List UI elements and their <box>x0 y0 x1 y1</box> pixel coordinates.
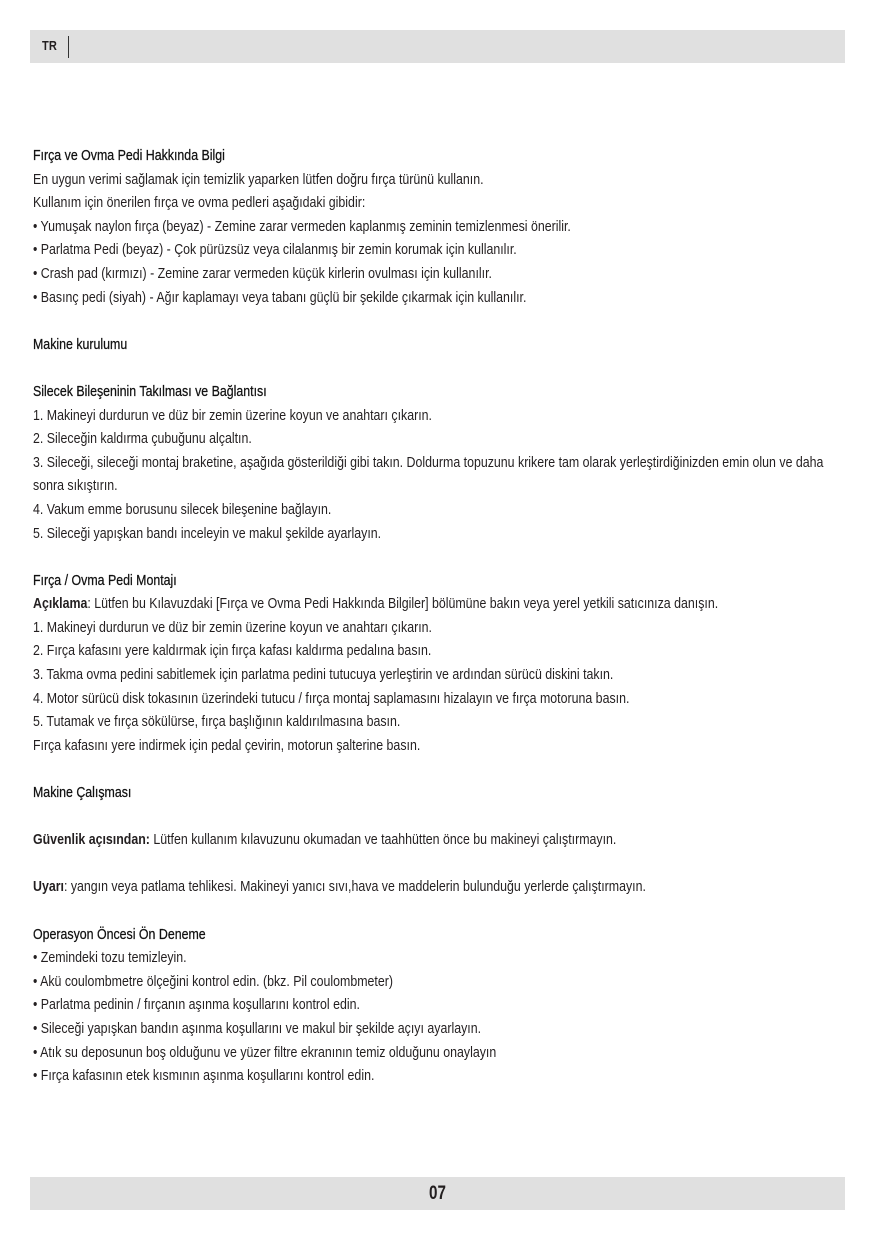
paragraph: Kullanım için önerilen fırça ve ovma pedleri aşağıdaki gibidir: <box>33 195 366 212</box>
step-item: 5. Sileceği yapışkan bandı inceleyin ve makul şekilde ayarlayın. <box>33 525 382 542</box>
section-title-brush-mount: Fırça / Ovma Pedi Montajı <box>33 572 177 589</box>
section-title-operation: Makine Çalışması <box>33 785 132 802</box>
step-item: 4. Motor sürücü disk tokasının üzerindeki tutucu / fırça montaj saplamasını hizalayın ve fırça motoruna basın. <box>33 690 630 707</box>
safety-text: Lütfen kullanım kılavuzunu okumadan ve taahhütten önce bu makineyi çalıştırmayın. <box>149 832 617 849</box>
section-title-squeegee: Silecek Bileşeninin Takılması ve Bağlantısı <box>33 383 267 400</box>
list-item: • Parlatma pedinin / fırçanın aşınma koşullarını kontrol edin. <box>33 997 360 1014</box>
step-item: 1. Makineyi durdurun ve düz bir zemin üzerine koyun ve anahtarı çıkarın. <box>33 619 432 636</box>
paragraph: En uygun verimi sağlamak için temizlik yaparken lütfen doğru fırça türünü kullanın. <box>33 171 484 188</box>
page-number: 07 <box>429 1183 446 1204</box>
list-item: • Zemindeki tozu temizleyin. <box>33 950 187 967</box>
step-item: 3. Takma ovma pedini sabitlemek için parlatma pedini tutucuya yerleştirin ve ardından sürücü diskini takın. <box>33 667 614 684</box>
note-paragraph <box>33 593 833 617</box>
header-bar <box>30 30 845 63</box>
list-item: • Akü coulombmetre ölçeğini kontrol edin. (bkz. Pil coulombmeter) <box>33 973 393 990</box>
step-item: 3. Sileceği, sileceği montaj braketine, aşağıda gösterildiği gibi takın. Doldurma topuzunu krikere tam olarak yerleştirdiğinizden emin olun ve daha sonra sıkıştırın. <box>33 454 824 495</box>
document-body <box>33 145 833 1089</box>
list-item: • Parlatma Pedi (beyaz) - Çok pürüzsüz veya cilalanmış bir zemin korumak için kullanılır. <box>33 242 517 259</box>
note-text: : Lütfen bu Kılavuzdaki [Fırça ve Ovma Pedi Hakkında Bilgiler] bölümüne bakın veya yerel yetkili satıcınıza danışın. <box>87 596 719 613</box>
step-item: 1. Makineyi durdurun ve düz bir zemin üzerine koyun ve anahtarı çıkarın. <box>33 407 432 424</box>
list-item: • Yumuşak naylon fırça (beyaz) - Zemine zarar vermeden kaplanmış zeminin temizlenmesi önerilir. <box>33 218 571 235</box>
language-label: TR <box>42 38 58 53</box>
safety-paragraph <box>33 829 721 853</box>
list-item: • Fırça kafasının etek kısmının aşınma koşullarını kontrol edin. <box>33 1068 375 1085</box>
step-item: 2. Sileceğin kaldırma çubuğunu alçaltın. <box>33 431 252 448</box>
step-item: 4. Vakum emme borusunu silecek bileşenine bağlayın. <box>33 501 332 518</box>
list-item: • Crash pad (kırmızı) - Zemine zarar vermeden küçük kirlerin ovulması için kullanılır. <box>33 265 492 282</box>
footer-bar <box>30 1177 845 1210</box>
note-label: Açıklama <box>33 596 88 613</box>
step-item: 2. Fırça kafasını yere kaldırmak için fırça kafası kaldırma pedalına basın. <box>33 643 432 660</box>
warning-label: Uyarı <box>33 879 64 896</box>
step-item: Fırça kafasını yere indirmek için pedal çevirin, motorun şalterine basın. <box>33 737 421 754</box>
warning-paragraph <box>33 876 721 900</box>
list-item: • Basınç pedi (siyah) - Ağır kaplamayı veya tabanı güçlü bir şekilde çıkarmak için kullanılır. <box>33 289 527 306</box>
step-item: 5. Tutamak ve fırça sökülürse, fırça başlığının kaldırılmasına basın. <box>33 714 401 731</box>
safety-label: Güvenlik açısından: <box>33 832 150 849</box>
list-item: • Atık su deposunun boş olduğunu ve yüzer filtre ekranının temiz olduğunu onaylayın <box>33 1044 497 1061</box>
section-title-pre-operation: Operasyon Öncesi Ön Deneme <box>33 926 206 943</box>
section-title-machine-setup: Makine kurulumu <box>33 336 128 353</box>
list-item: • Sileceği yapışkan bandın aşınma koşullarını ve makul bir şekilde açıyı ayarlayın. <box>33 1020 482 1037</box>
warning-text: : yangın veya patlama tehlikesi. Makineyi yanıcı sıvı,hava ve maddelerin bulunduğu yerlerde çalıştırmayın. <box>63 879 646 896</box>
header-divider <box>68 36 69 58</box>
section-title-brush-info: Fırça ve Ovma Pedi Hakkında Bilgi <box>33 148 225 164</box>
